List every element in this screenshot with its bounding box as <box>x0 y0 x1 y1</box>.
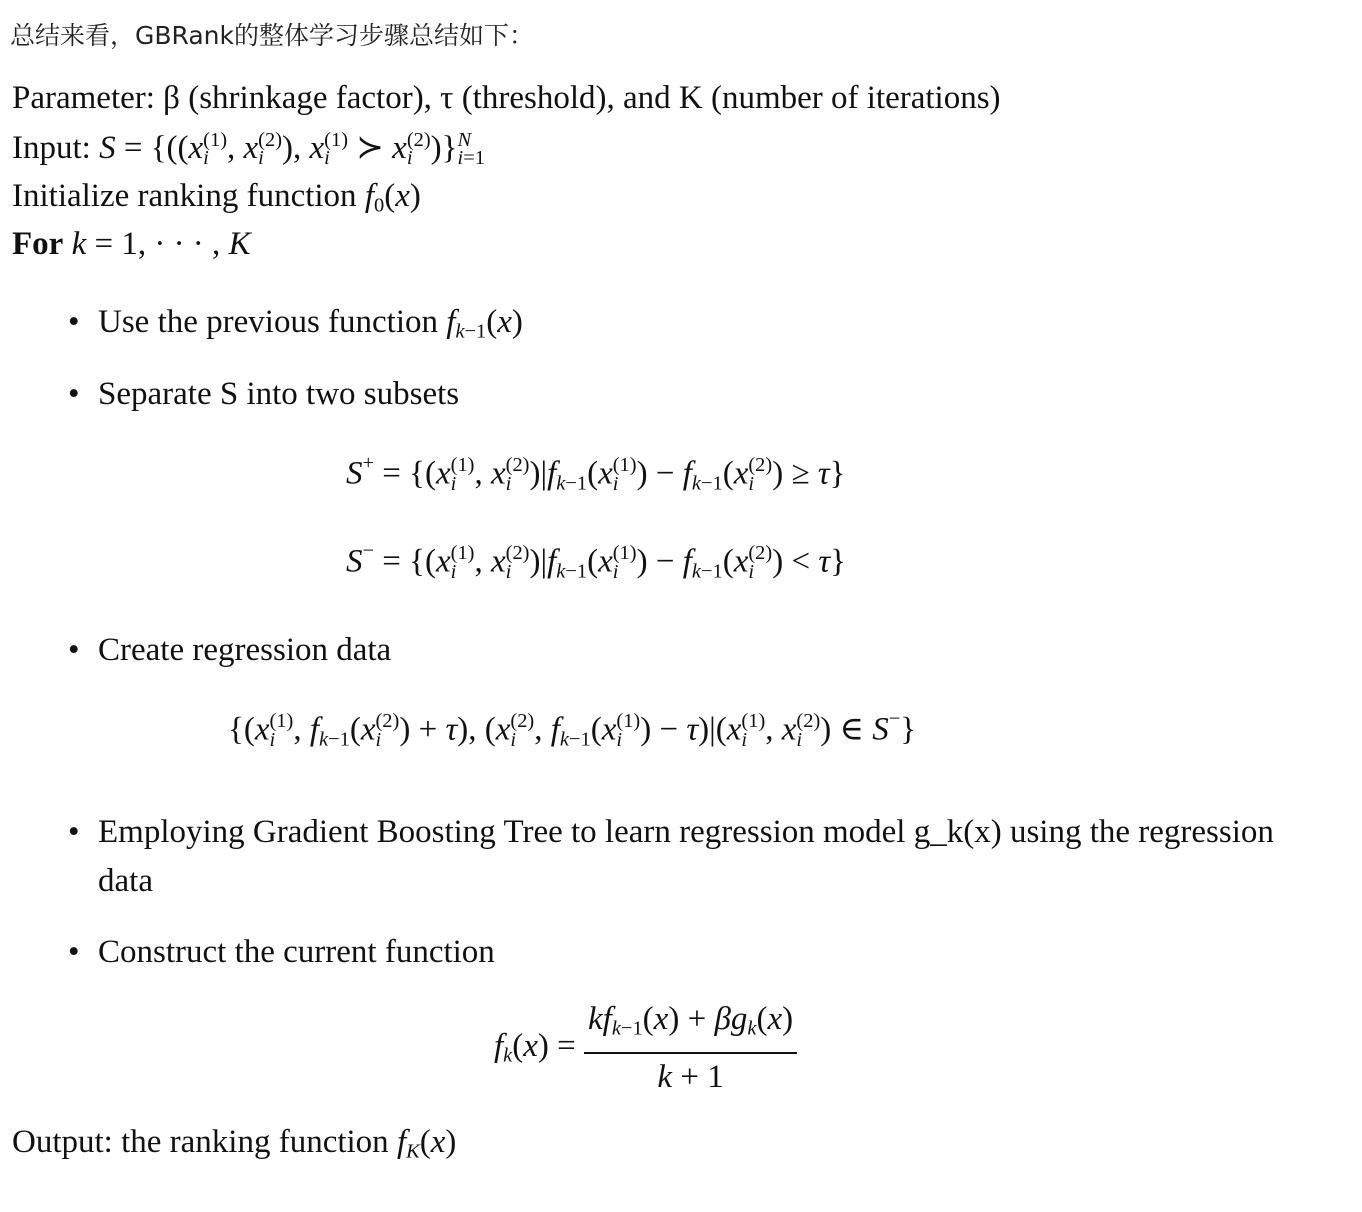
s-minus-equation: S− = {(x (1) i , x (2) i )$|f_{k-1}(x$ (1) i ) − $f_{k-1}(x$ (2) i ) < τ} <box>346 540 846 583</box>
bullet-icon: • <box>68 632 80 668</box>
step-item: • Create regression data <box>68 626 1322 676</box>
parameter-line: Parameter: β (shrinkage factor), τ (threshold), and K (number of iterations) <box>12 80 1001 116</box>
s-plus-equation: S+ = {(x (1) i , x (2) i )$|f_{k-1}(x$ (1) i ) − $f_{k-1}(x$ (2) i ) ≥ τ} <box>346 452 846 495</box>
bullet-icon: • <box>68 814 80 850</box>
output-line: Output: the ranking function $f_K(x)$ <box>12 1124 457 1163</box>
step-item: • Separate S into two subsets <box>68 370 1322 420</box>
bullet-icon: • <box>68 304 80 340</box>
for-line: For k = 1, · · · , K <box>12 226 251 262</box>
input-line: Input: S = {((x (1) i , x (2) i ), x (1) i ≻ x (2) i )} N i=1 <box>12 128 485 169</box>
regression-data-equation: {(x (1) i , $f_{k-1}(x$ (2) i ) + τ), (x (2) i , $f_{k-1}(x$ (1) i ) − τ)|(x (1) i , x (2) i ) ∈ S−} <box>228 708 917 751</box>
step-item: • Employing Gradient Boosting Tree to learn regression model g_k(x) using the regression data <box>68 808 1322 908</box>
intro-text: 总结来看，GBRank的整体学习步骤总结如下： <box>10 21 534 50</box>
update-equation: $f_k(x)$ = $\frac{kf_{k-1}(x) + \beta g_k(x)}{k + 1}$ <box>494 996 797 1100</box>
step-item: • Use the previous function $f_{k-1}(x)$ <box>68 298 1322 348</box>
bullet-icon: • <box>68 934 80 970</box>
bullet-icon: • <box>68 376 80 412</box>
initialize-line: Initialize ranking function $f_0(x)$ <box>12 178 421 217</box>
step-item: • Construct the current function <box>68 928 1322 978</box>
